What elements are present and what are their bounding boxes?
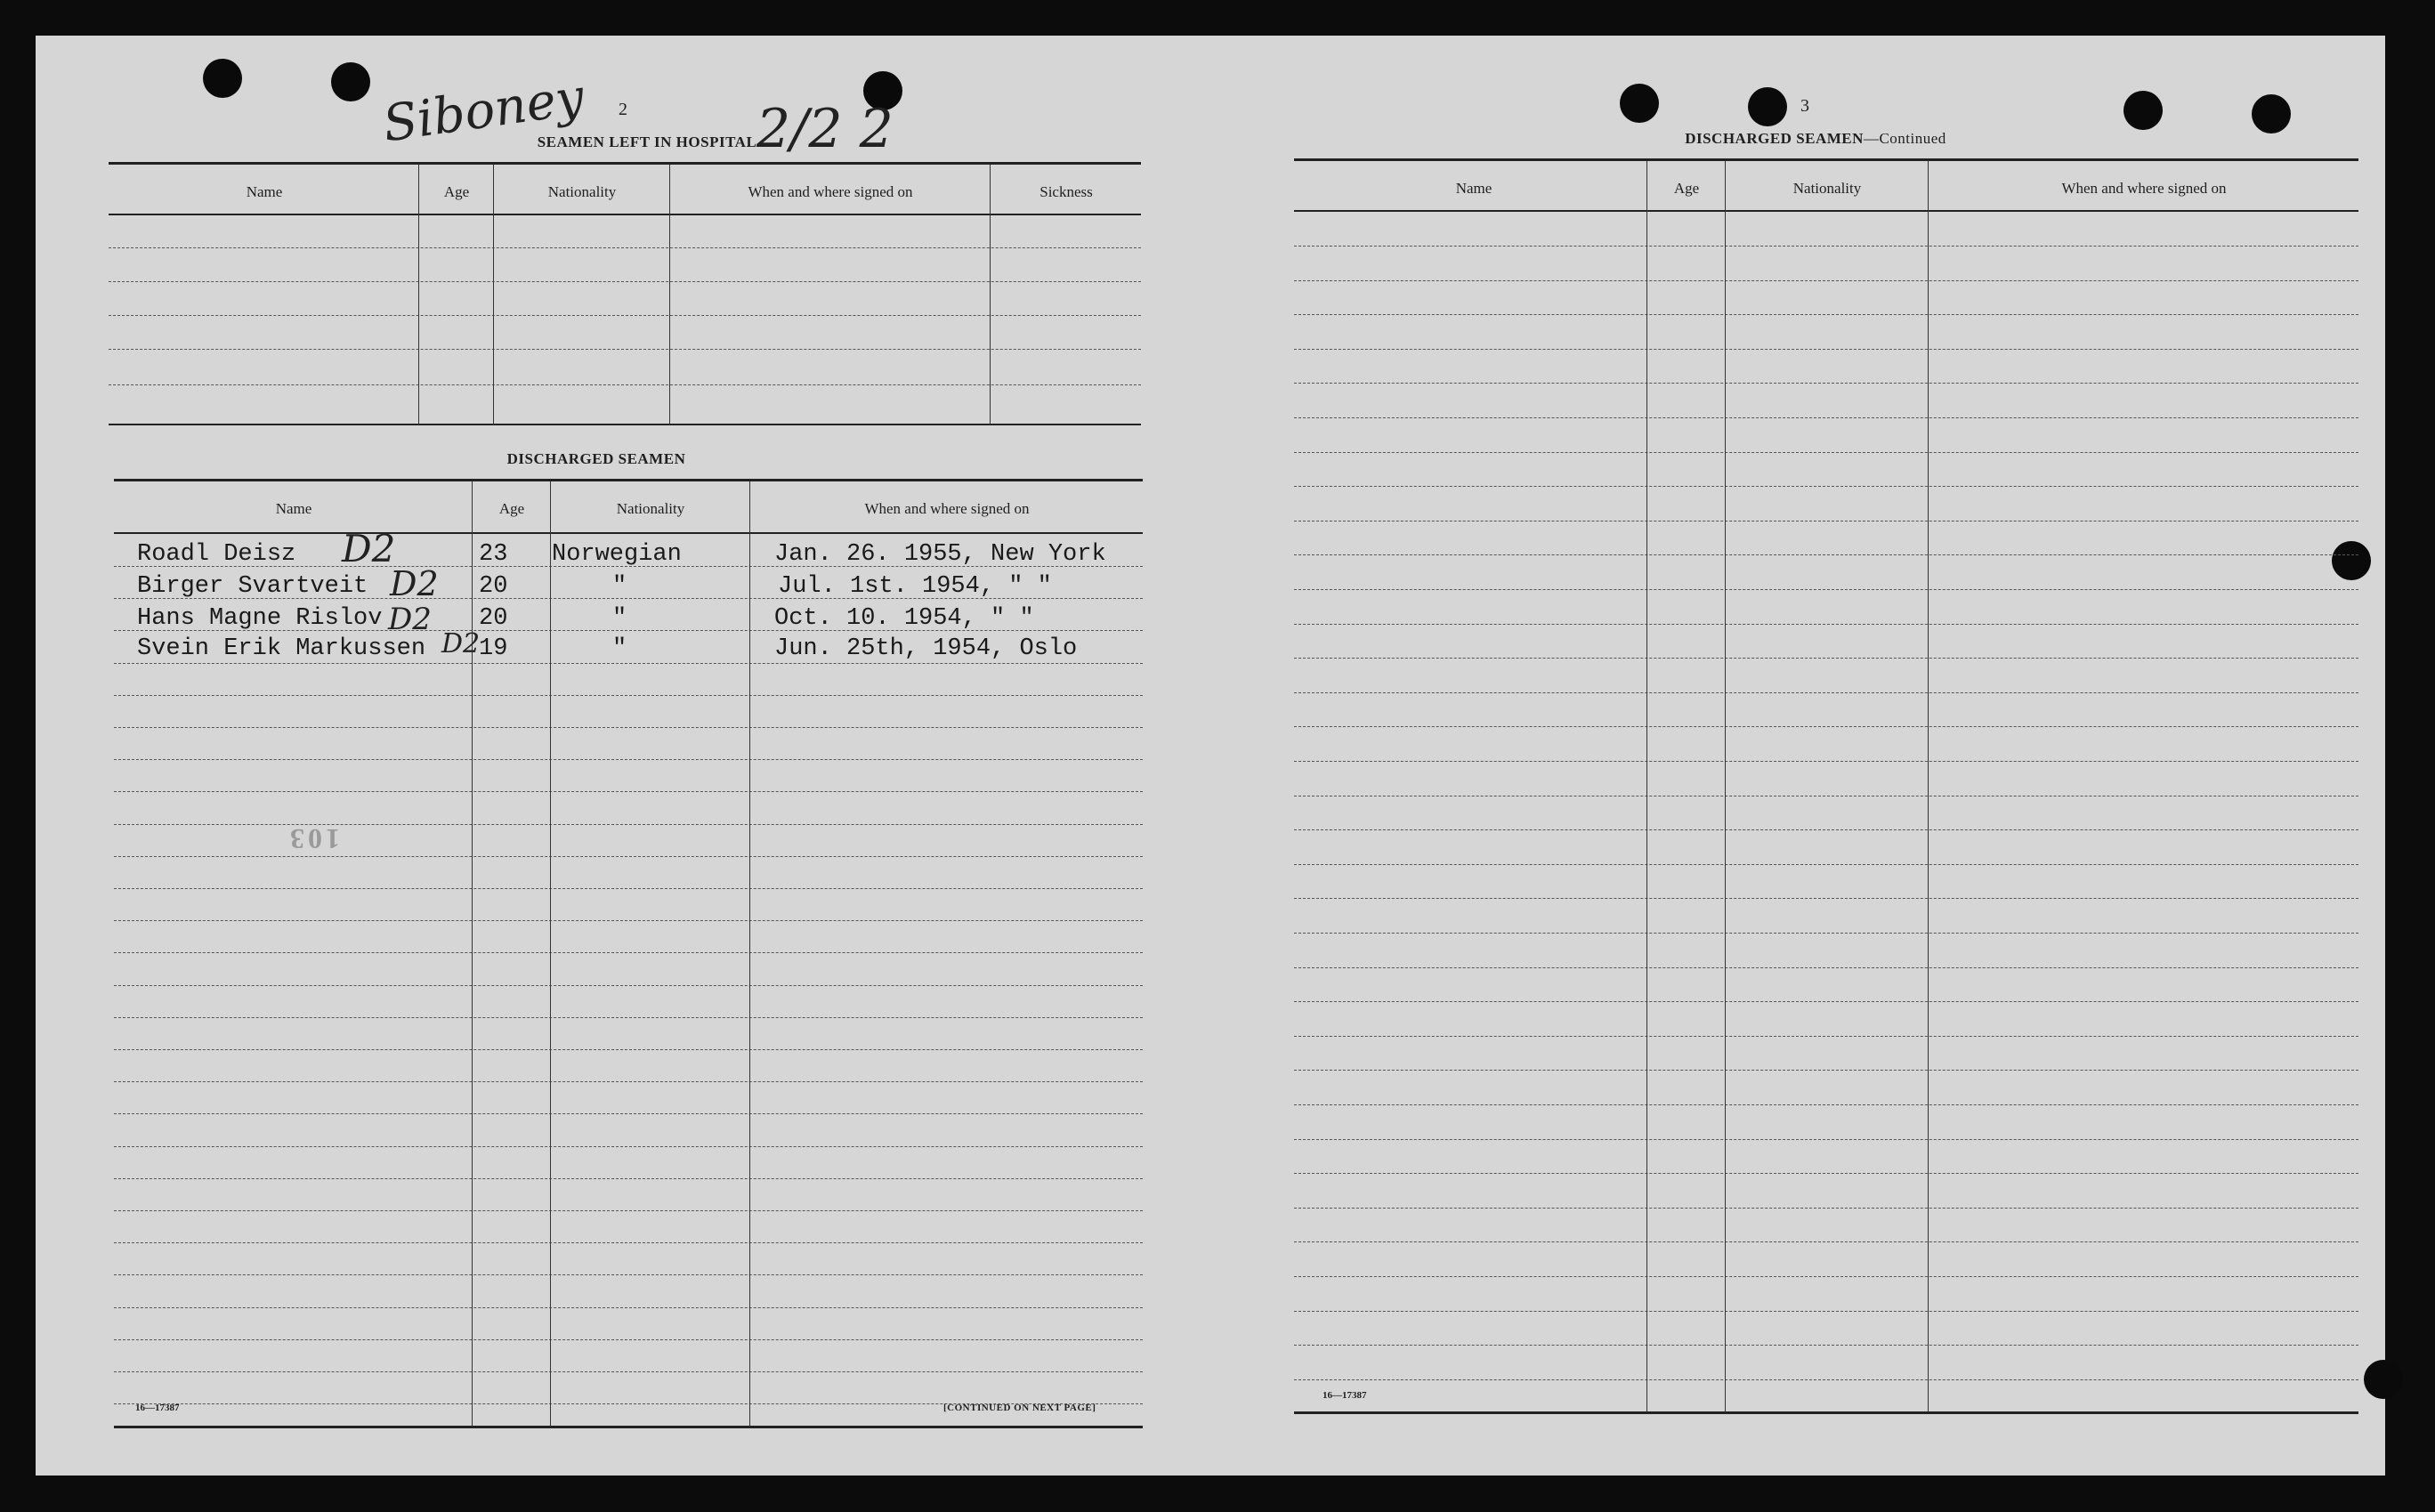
left-form-number: 16—17387 — [135, 1403, 180, 1413]
punch-hole — [2332, 541, 2371, 580]
handwritten-mark-3: D2 — [388, 602, 432, 637]
ruled-line — [114, 1210, 1143, 1212]
right-col-nationality: Nationality — [1792, 180, 1862, 197]
seaman-1-name: Roadl Deisz — [137, 541, 296, 568]
ruled-line — [1294, 1070, 2358, 1071]
ruled-line — [114, 1049, 1143, 1051]
ruled-line — [114, 952, 1143, 954]
ruled-line — [114, 727, 1143, 729]
ruled-line — [114, 791, 1143, 793]
hospital-col-signed-on: When and where signed on — [748, 183, 913, 200]
handwritten-mark-2: D2 — [390, 564, 439, 603]
ruled-line — [114, 985, 1143, 987]
ruled-line — [1294, 1139, 2358, 1141]
ruled-line — [1294, 1345, 2358, 1346]
ruled-line — [1294, 692, 2358, 694]
discharged-col-nationality: Nationality — [616, 500, 685, 517]
seaman-4-age: 19 — [479, 635, 508, 662]
seaman-2-nationality: " — [612, 573, 627, 600]
punch-hole — [2252, 94, 2291, 133]
punch-hole — [1748, 87, 1787, 126]
right-col-name: Name — [1455, 180, 1493, 197]
ruled-line — [1294, 864, 2358, 866]
ruled-line — [114, 856, 1143, 858]
right-page-number: 3 — [1800, 96, 1809, 116]
ruled-line — [1294, 486, 2358, 488]
ruled-line — [114, 1371, 1143, 1373]
bleed-through-text: 103 — [287, 823, 340, 855]
right-col-age: Age — [1673, 180, 1700, 197]
ruled-line — [114, 1017, 1143, 1019]
document-sheet — [36, 36, 2385, 1476]
right-section-title-main: DISCHARGED SEAMEN — [1685, 130, 1864, 147]
ruled-line — [114, 1339, 1143, 1341]
discharged-col-age: Age — [498, 500, 525, 517]
handwritten-ship-name: Siboney — [379, 68, 588, 154]
hospital-col-nationality: Nationality — [547, 183, 617, 200]
hospital-col-age: Age — [443, 183, 470, 200]
ruled-line — [114, 695, 1143, 697]
ruled-line — [1294, 933, 2358, 934]
ruled-line — [114, 1242, 1143, 1244]
ruled-line — [114, 1113, 1143, 1115]
ruled-line — [1294, 1241, 2358, 1243]
ruled-line — [1294, 1173, 2358, 1175]
hospital-col-sickness: Sickness — [1040, 183, 1093, 200]
ruled-line — [1294, 1036, 2358, 1038]
seaman-2-age: 20 — [479, 573, 508, 600]
ruled-line — [1294, 1001, 2358, 1003]
ruled-line — [1294, 417, 2358, 419]
ruled-line — [1294, 1104, 2358, 1106]
handwritten-mark-1: D2 — [342, 527, 396, 570]
handwritten-date: 2/2 2 — [756, 98, 894, 160]
seaman-2-name: Birger Svartveit — [137, 573, 368, 600]
left-page-number: 2 — [619, 100, 627, 119]
continued-note: [CONTINUED ON NEXT PAGE] — [943, 1403, 1096, 1413]
ruled-line — [1294, 521, 2358, 522]
seaman-4-signed-on: Jun. 25th, 1954, Oslo — [774, 635, 1078, 662]
ruled-line — [1294, 452, 2358, 454]
handwritten-mark-4: D2 — [441, 628, 481, 659]
ruled-line — [1294, 898, 2358, 900]
ruled-line — [114, 920, 1143, 922]
ruled-line — [1294, 796, 2358, 797]
ruled-line — [1294, 1276, 2358, 1278]
ruled-line — [1294, 280, 2358, 282]
right-form-number: 16—17387 — [1323, 1390, 1367, 1401]
seaman-3-signed-on: Oct. 10. 1954, " " — [774, 605, 1034, 632]
hospital-col-name: Name — [246, 183, 283, 200]
ruled-line — [1294, 1311, 2358, 1313]
ruled-line — [1294, 624, 2358, 626]
seaman-3-age: 20 — [479, 605, 508, 632]
punch-hole — [2364, 1360, 2403, 1399]
ruled-line — [1294, 1379, 2358, 1381]
seaman-1-signed-on: Jan. 26. 1955, New York — [774, 541, 1106, 568]
ruled-line — [114, 1081, 1143, 1083]
ruled-line — [114, 888, 1143, 890]
discharged-col-name: Name — [275, 500, 312, 517]
ruled-line — [1294, 658, 2358, 659]
ruled-line — [1294, 383, 2358, 384]
ruled-line — [1294, 314, 2358, 316]
discharged-col-signed-on: When and where signed on — [864, 500, 1030, 517]
ruled-line — [114, 1307, 1143, 1309]
seaman-4-nationality: " — [612, 635, 627, 662]
ruled-line — [1294, 554, 2358, 556]
seaman-3-nationality: " — [612, 605, 627, 632]
ruled-line — [114, 1178, 1143, 1180]
right-section-title-suffix: —Continued — [1863, 130, 1946, 147]
right-col-signed-on: When and where signed on — [2061, 180, 2227, 197]
punch-hole — [331, 62, 370, 101]
punch-hole — [1620, 84, 1659, 123]
ruled-line — [114, 759, 1143, 761]
punch-hole — [2124, 91, 2163, 130]
punch-hole — [203, 59, 242, 98]
ruled-line — [1294, 967, 2358, 969]
ruled-line — [1294, 1208, 2358, 1209]
seaman-2-signed-on: Jul. 1st. 1954, " " — [778, 573, 1052, 600]
hospital-section-title: SEAMEN LEFT IN HOSPITAL — [537, 133, 757, 150]
seaman-1-nationality: Norwegian — [552, 541, 682, 568]
ruled-line — [114, 1146, 1143, 1148]
seaman-3-name: Hans Magne Rislov — [137, 605, 383, 632]
ruled-line — [1294, 726, 2358, 728]
ruled-line — [1294, 589, 2358, 591]
seaman-4-name: Svein Erik Markussen — [137, 635, 426, 662]
ruled-line — [1294, 761, 2358, 763]
ruled-line — [1294, 829, 2358, 831]
ruled-line — [1294, 246, 2358, 247]
seaman-1-age: 23 — [479, 541, 508, 568]
ruled-line — [114, 824, 1143, 826]
ruled-line — [114, 663, 1143, 665]
ruled-line — [114, 1274, 1143, 1276]
discharged-section-title: DISCHARGED SEAMEN — [506, 450, 686, 467]
right-section-title — [1629, 130, 2002, 148]
ruled-line — [1294, 349, 2358, 351]
